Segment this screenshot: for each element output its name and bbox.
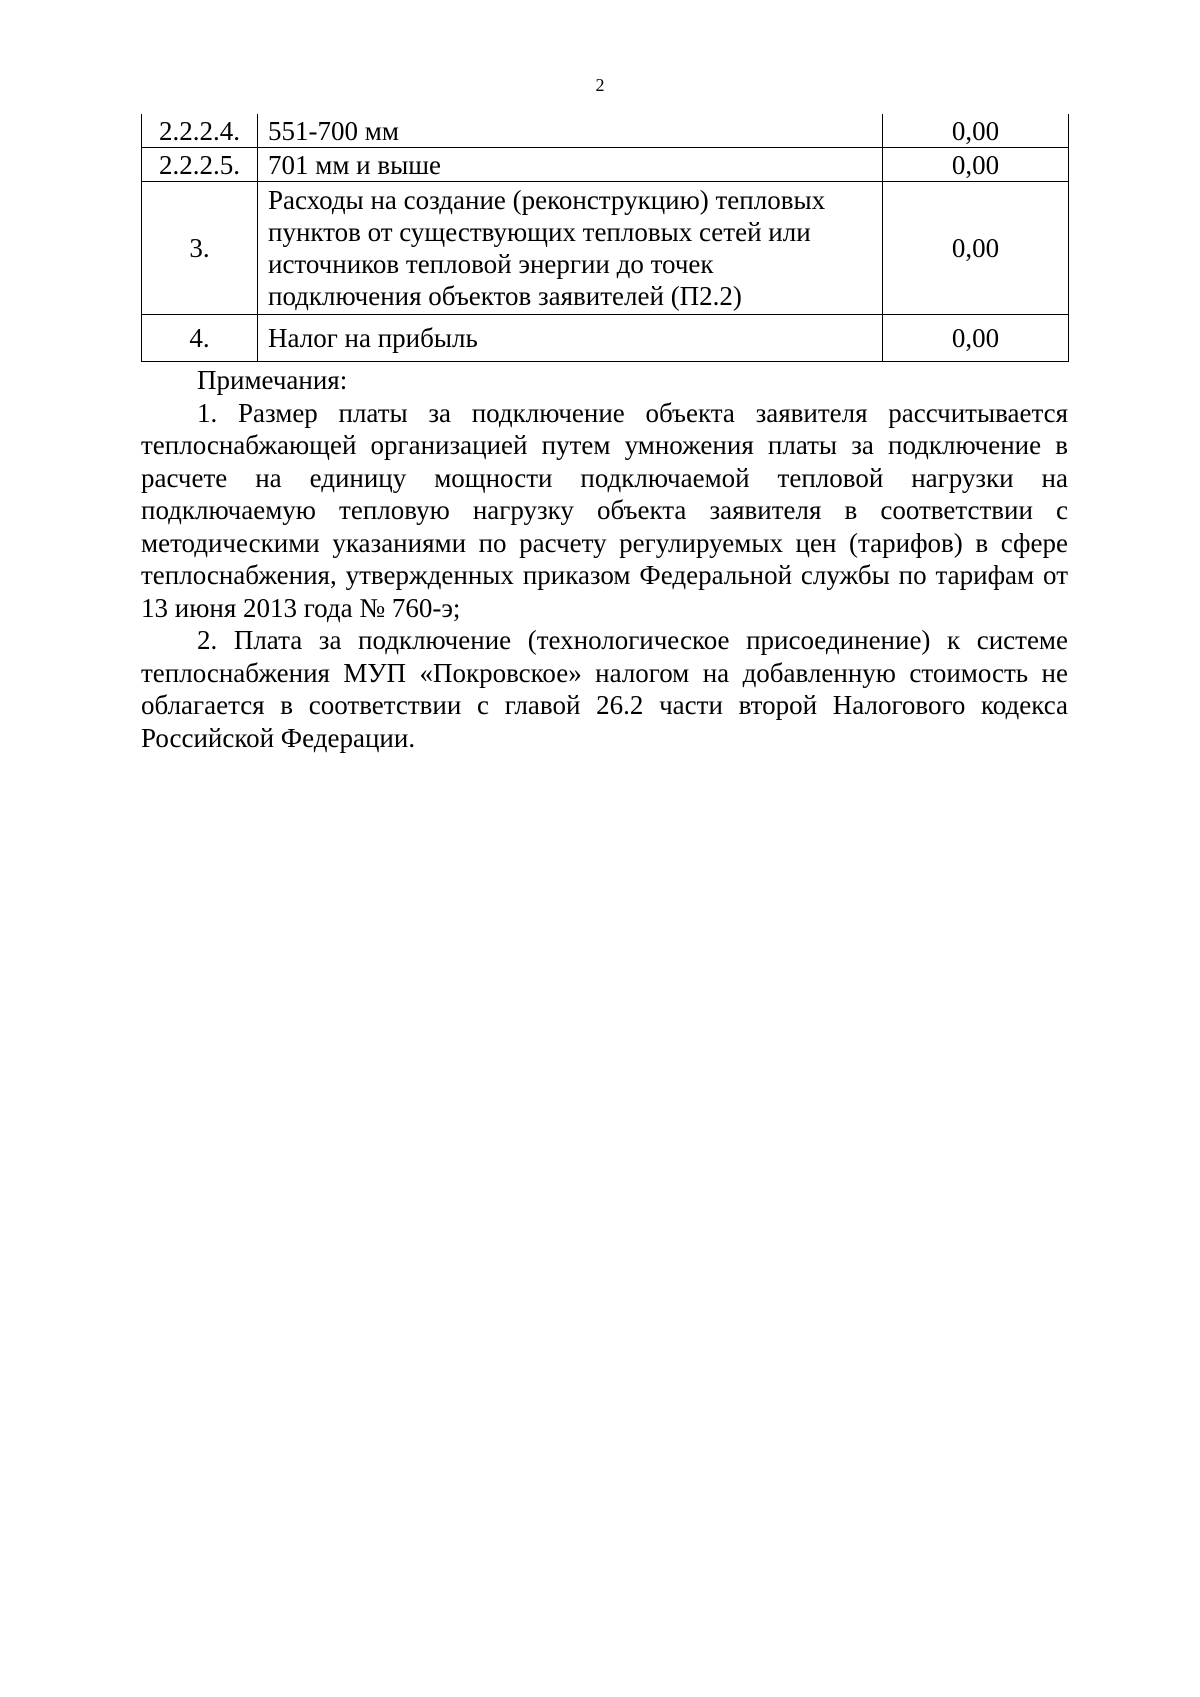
row-name-line: пунктов от существующих тепловых сетей или — [268, 217, 811, 247]
note-paragraph: 1. Размер платы за подключение объекта заявителя рассчитывается теплоснабжающей организацией путем умножения платы за подключение в расчете на единицу мощности подключаемой тепловой нагрузки на подключаемую тепловую нагрузку объекта заявителя в соответствии с методическими указаниями по расчету регулируемых цен (тарифов) в сфере теплоснабжения, утвержденных приказом Федеральной службы по тарифам от 13 июня 2013 года № 760-э; — [141, 397, 1068, 623]
row-number: 4. — [142, 315, 258, 362]
row-number: 2.2.2.5. — [142, 148, 258, 182]
row-value: 0,00 — [883, 182, 1069, 315]
row-value: 0,00 — [883, 315, 1069, 362]
notes-heading: Примечания: — [197, 365, 348, 395]
notes-section — [141, 364, 1068, 754]
row-name-line: подключения объектов заявителей (П2.2) — [268, 281, 742, 311]
row-name — [258, 182, 883, 315]
row-number: 3. — [142, 182, 258, 315]
row-name-line: источников тепловой энергии до точек — [268, 249, 714, 279]
row-name-line: Расходы на создание (реконструкцию) тепловых — [268, 185, 826, 215]
row-name: Налог на прибыль — [258, 315, 883, 362]
table-row — [142, 315, 1069, 362]
note-paragraph: 2. Плата за подключение (технологическое присоединение) к системе теплоснабжения МУП «Покровское» налогом на добавленную стоимость не облагается в соответствии с главой 26.2 части второй Налогового кодекса Российской Федерации. — [141, 625, 1068, 753]
page-number: 2 — [595, 75, 605, 95]
row-value: 0,00 — [883, 148, 1069, 182]
row-name: 701 мм и выше — [258, 148, 883, 182]
row-number: 2.2.2.4. — [142, 114, 258, 148]
table-row — [142, 114, 1069, 148]
table-row — [142, 148, 1069, 182]
cost-table — [141, 114, 1069, 362]
row-value: 0,00 — [883, 114, 1069, 148]
table-row — [142, 182, 1069, 315]
row-name: 551-700 мм — [258, 114, 883, 148]
